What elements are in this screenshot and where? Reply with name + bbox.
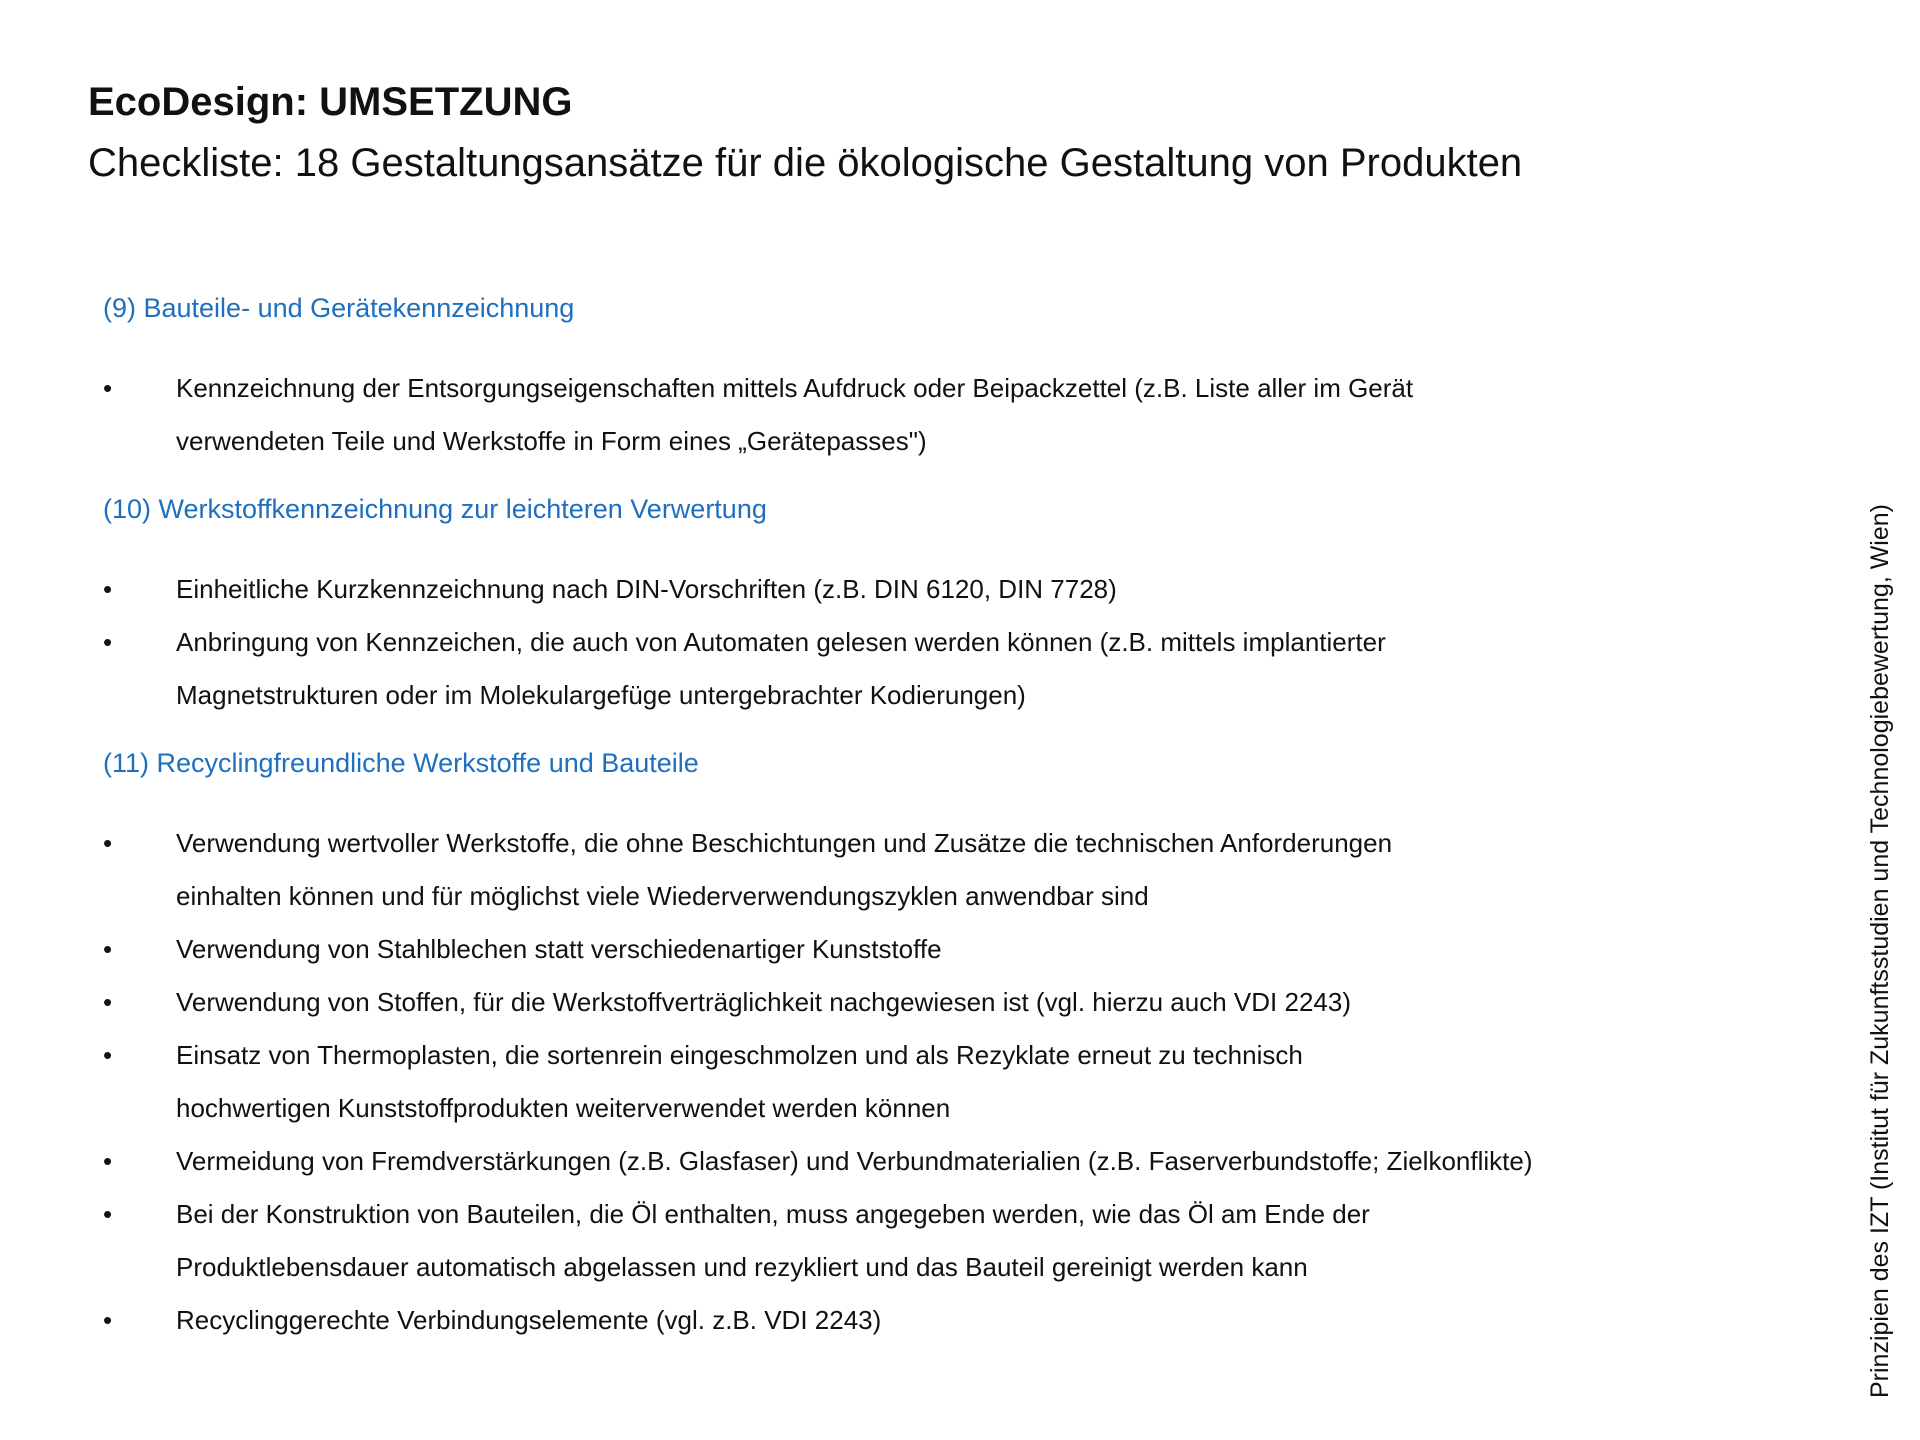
bullet-icon: • bbox=[103, 574, 113, 604]
bullet-list bbox=[103, 817, 1743, 1347]
list-item-continuation bbox=[103, 669, 1743, 722]
page-title: EcoDesign: UMSETZUNG bbox=[88, 80, 573, 124]
list-item bbox=[103, 1188, 1743, 1241]
bullet-icon: • bbox=[103, 1040, 113, 1070]
list-item-text: hochwertigen Kunststoffprodukten weiterverwendet werden können bbox=[176, 1093, 951, 1123]
bullet-icon: • bbox=[103, 1199, 113, 1229]
bullet-icon: • bbox=[103, 1146, 113, 1176]
list-item bbox=[103, 976, 1743, 1029]
list-item bbox=[103, 362, 1743, 415]
list-item-text: Recyclinggerechte Verbindungselemente (vgl. z.B. VDI 2243) bbox=[176, 1305, 882, 1335]
list-item bbox=[103, 1135, 1743, 1188]
list-item-text: Verwendung von Stahlblechen statt verschiedenartiger Kunststoffe bbox=[176, 934, 942, 964]
bullet-icon: • bbox=[103, 934, 113, 964]
list-item-continuation bbox=[103, 1241, 1743, 1294]
bullet-icon: • bbox=[103, 1305, 113, 1335]
section-recyclingfreundliche-werkstoffe bbox=[103, 743, 1743, 1347]
section-heading: (11) Recyclingfreundliche Werkstoffe und Bauteile bbox=[103, 748, 699, 778]
list-item-continuation bbox=[103, 415, 1743, 468]
list-item-text: Verwendung wertvoller Werkstoffe, die ohne Beschichtungen und Zusätze die technischen Anforderungen bbox=[176, 828, 1393, 858]
section-heading: (9) Bauteile- und Gerätekennzeichnung bbox=[103, 293, 575, 323]
list-item-text: Bei der Konstruktion von Bauteilen, die Öl enthalten, muss angegeben werden, wie das Öl am Ende der bbox=[176, 1199, 1370, 1229]
list-item-text: verwendeten Teile und Werkstoffe in Form eines „Gerätepasses") bbox=[176, 426, 927, 456]
list-item-continuation bbox=[103, 1082, 1743, 1135]
section-heading: (10) Werkstoffkennzeichnung zur leichteren Verwertung bbox=[103, 494, 767, 524]
bullet-list bbox=[103, 563, 1743, 722]
section-werkstoffkennzeichnung bbox=[103, 489, 1743, 722]
list-item bbox=[103, 923, 1743, 976]
list-item-text: einhalten können und für möglichst viele Wiederverwendungszyklen anwendbar sind bbox=[176, 881, 1149, 911]
checklist-content bbox=[103, 288, 1743, 1368]
list-item-continuation bbox=[103, 870, 1743, 923]
list-item-text: Produktlebensdauer automatisch abgelassen und rezykliert und das Bauteil gereinigt werden kann bbox=[176, 1252, 1308, 1282]
bullet-icon: • bbox=[103, 987, 113, 1017]
page-subtitle: Checkliste: 18 Gestaltungsansätze für die ökologische Gestaltung von Produkten bbox=[88, 141, 1523, 185]
source-note: Prinzipien des IZT (Institut für Zukunftsstudien und Technologiebewertung, Wien) bbox=[1866, 504, 1894, 1398]
bullet-list bbox=[103, 362, 1743, 468]
bullet-icon: • bbox=[103, 627, 113, 657]
list-item-text: Einsatz von Thermoplasten, die sortenrein eingeschmolzen und als Rezyklate erneut zu technisch bbox=[176, 1040, 1303, 1070]
list-item bbox=[103, 1029, 1743, 1082]
section-bauteile-kennzeichnung bbox=[103, 288, 1743, 468]
list-item bbox=[103, 563, 1743, 616]
list-item-text: Einheitliche Kurzkennzeichnung nach DIN-Vorschriften (z.B. DIN 6120, DIN 7728) bbox=[176, 574, 1117, 604]
list-item-text: Anbringung von Kennzeichen, die auch von Automaten gelesen werden können (z.B. mittels implantierter bbox=[176, 627, 1386, 657]
list-item-text: Kennzeichnung der Entsorgungseigenschaften mittels Aufdruck oder Beipackzettel (z.B. Liste aller im Gerät bbox=[176, 373, 1414, 403]
list-item bbox=[103, 616, 1743, 669]
bullet-icon: • bbox=[103, 828, 113, 858]
list-item-text: Verwendung von Stoffen, für die Werkstoffverträglichkeit nachgewiesen ist (vgl. hierzu auch VDI 2243) bbox=[176, 987, 1351, 1017]
list-item-text: Magnetstrukturen oder im Molekulargefüge untergebrachter Kodierungen) bbox=[176, 680, 1026, 710]
list-item bbox=[103, 817, 1743, 870]
list-item bbox=[103, 1294, 1743, 1347]
bullet-icon: • bbox=[103, 373, 113, 403]
list-item-text: Vermeidung von Fremdverstärkungen (z.B. Glasfaser) und Verbundmaterialien (z.B. Faserverbundstoffe; Zielkonflikte) bbox=[176, 1146, 1533, 1176]
